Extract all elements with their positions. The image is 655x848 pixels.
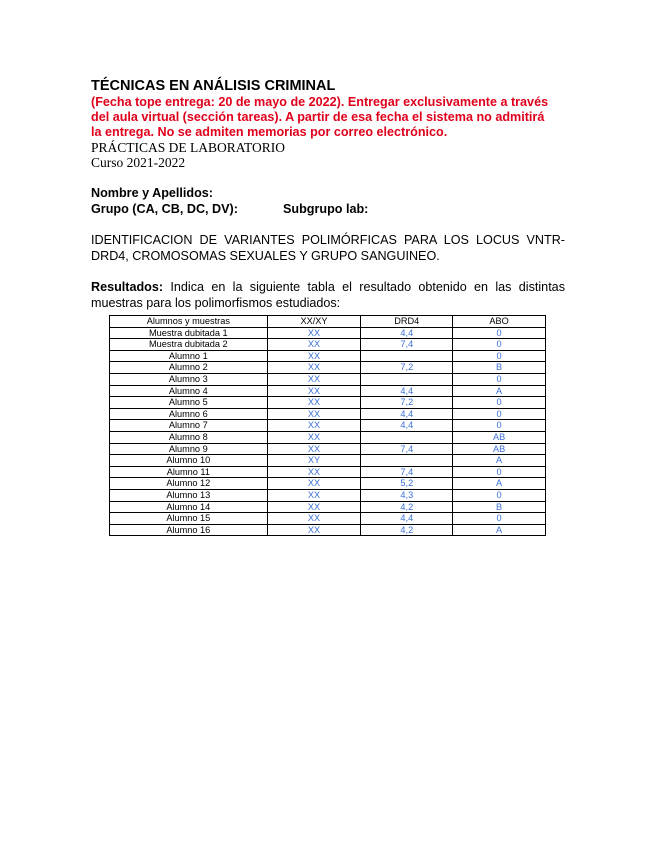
cell-xxxy: XX	[267, 350, 361, 362]
cell-sample: Alumno 10	[110, 455, 268, 467]
table-row	[110, 489, 546, 501]
cell-sample: Alumno 12	[110, 478, 268, 490]
cell-abo: 0	[453, 373, 546, 385]
deadline-line-1: (Fecha tope entrega: 20 de mayo de 2022). Entregar exclusivamente a través	[91, 95, 549, 109]
nombre-label: Nombre y Apellidos:	[91, 186, 213, 200]
cell-drd4	[361, 373, 453, 385]
table-row	[110, 501, 546, 513]
cell-sample: Alumno 7	[110, 420, 268, 432]
cell-abo: 0	[453, 350, 546, 362]
cell-abo: 0	[453, 339, 546, 351]
cell-sample: Alumno 5	[110, 397, 268, 409]
cell-sample: Alumno 14	[110, 501, 268, 513]
resultados-paragraph	[91, 279, 565, 311]
cell-abo: AB	[453, 443, 546, 455]
header-abo: ABO	[453, 316, 546, 328]
cell-drd4: 4,2	[361, 501, 453, 513]
cell-sample: Alumno 16	[110, 524, 268, 536]
cell-drd4	[361, 431, 453, 443]
subgrupo-label: Subgrupo lab:	[283, 202, 369, 216]
cell-sample: Alumno 6	[110, 408, 268, 420]
cell-xxxy: XX	[267, 362, 361, 374]
cell-xxxy: XX	[267, 420, 361, 432]
cell-sample: Alumno 2	[110, 362, 268, 374]
cell-sample: Muestra dubitada 1	[110, 327, 268, 339]
cell-abo: 0	[453, 489, 546, 501]
table-row	[110, 420, 546, 432]
table-row	[110, 431, 546, 443]
cell-drd4: 7,4	[361, 339, 453, 351]
table-row	[110, 397, 546, 409]
cell-abo: 0	[453, 513, 546, 525]
cell-sample: Alumno 1	[110, 350, 268, 362]
cell-drd4: 4,4	[361, 513, 453, 525]
cell-drd4	[361, 350, 453, 362]
curso-heading: Curso 2021-2022	[91, 155, 186, 170]
cell-abo: A	[453, 524, 546, 536]
cell-drd4: 7,4	[361, 466, 453, 478]
cell-abo: A	[453, 385, 546, 397]
table-row	[110, 327, 546, 339]
cell-abo: A	[453, 455, 546, 467]
header-xxxy: XX/XY	[267, 316, 361, 328]
table-row	[110, 478, 546, 490]
table-header-row	[110, 316, 546, 328]
cell-xxxy: XY	[267, 455, 361, 467]
cell-drd4: 4,2	[361, 524, 453, 536]
cell-drd4: 4,4	[361, 385, 453, 397]
table-row	[110, 362, 546, 374]
table-row	[110, 524, 546, 536]
cell-xxxy: XX	[267, 489, 361, 501]
header-alumnos: Alumnos y muestras	[110, 316, 268, 328]
cell-abo: 0	[453, 327, 546, 339]
cell-abo: B	[453, 362, 546, 374]
cell-sample: Alumno 3	[110, 373, 268, 385]
resultados-text: Indica en la siguiente tabla el resultado obtenido en las distintas muestras para los polimorfismos estudiados:	[91, 280, 565, 310]
cell-xxxy: XX	[267, 339, 361, 351]
practicas-heading: PRÁCTICAS DE LABORATORIO	[91, 140, 286, 155]
header-drd4: DRD4	[361, 316, 453, 328]
document-title: TÉCNICAS EN ANÁLISIS CRIMINAL	[91, 78, 336, 94]
table-row	[110, 455, 546, 467]
cell-drd4: 7,2	[361, 397, 453, 409]
cell-drd4: 4,3	[361, 489, 453, 501]
grupo-label: Grupo (CA, CB, DC, DV):	[91, 202, 238, 216]
cell-sample: Alumno 11	[110, 466, 268, 478]
cell-xxxy: XX	[267, 443, 361, 455]
cell-drd4: 7,2	[361, 362, 453, 374]
cell-sample: Muestra dubitada 2	[110, 339, 268, 351]
cell-xxxy: XX	[267, 478, 361, 490]
identificacion-paragraph: IDENTIFICACION DE VARIANTES POLIMÓRFICAS PARA LOS LOCUS VNTR-DRD4, CROMOSOMAS SEXUALES Y GRUPO SANGUINEO.	[91, 233, 565, 263]
cell-xxxy: XX	[267, 513, 361, 525]
cell-drd4: 5,2	[361, 478, 453, 490]
cell-xxxy: XX	[267, 327, 361, 339]
cell-sample: Alumno 15	[110, 513, 268, 525]
cell-drd4	[361, 455, 453, 467]
table-row	[110, 385, 546, 397]
cell-abo: 0	[453, 420, 546, 432]
document-page	[91, 78, 565, 311]
resultados-label: Resultados:	[91, 280, 164, 294]
cell-sample: Alumno 13	[110, 489, 268, 501]
cell-abo: 0	[453, 408, 546, 420]
cell-xxxy: XX	[267, 408, 361, 420]
cell-sample: Alumno 4	[110, 385, 268, 397]
cell-drd4: 4,4	[361, 408, 453, 420]
deadline-line-2: del aula virtual (sección tareas). A partir de esa fecha el sistema no admitirá	[91, 110, 545, 124]
cell-xxxy: XX	[267, 397, 361, 409]
table-row	[110, 373, 546, 385]
cell-drd4: 4,4	[361, 420, 453, 432]
cell-xxxy: XX	[267, 385, 361, 397]
cell-drd4: 7,4	[361, 443, 453, 455]
cell-xxxy: XX	[267, 373, 361, 385]
cell-abo: A	[453, 478, 546, 490]
table-row	[110, 443, 546, 455]
table-row	[110, 466, 546, 478]
cell-sample: Alumno 8	[110, 431, 268, 443]
cell-xxxy: XX	[267, 466, 361, 478]
table-row	[110, 408, 546, 420]
cell-abo: 0	[453, 466, 546, 478]
table-row	[110, 339, 546, 351]
cell-xxxy: XX	[267, 524, 361, 536]
cell-xxxy: XX	[267, 431, 361, 443]
cell-sample: Alumno 9	[110, 443, 268, 455]
cell-drd4: 4,4	[361, 327, 453, 339]
cell-abo: B	[453, 501, 546, 513]
cell-xxxy: XX	[267, 501, 361, 513]
cell-abo: 0	[453, 397, 546, 409]
table-row	[110, 513, 546, 525]
cell-abo: AB	[453, 431, 546, 443]
deadline-line-3: la entrega. No se admiten memorias por correo electrónico.	[91, 125, 448, 139]
table-row	[110, 350, 546, 362]
results-table	[109, 315, 546, 536]
